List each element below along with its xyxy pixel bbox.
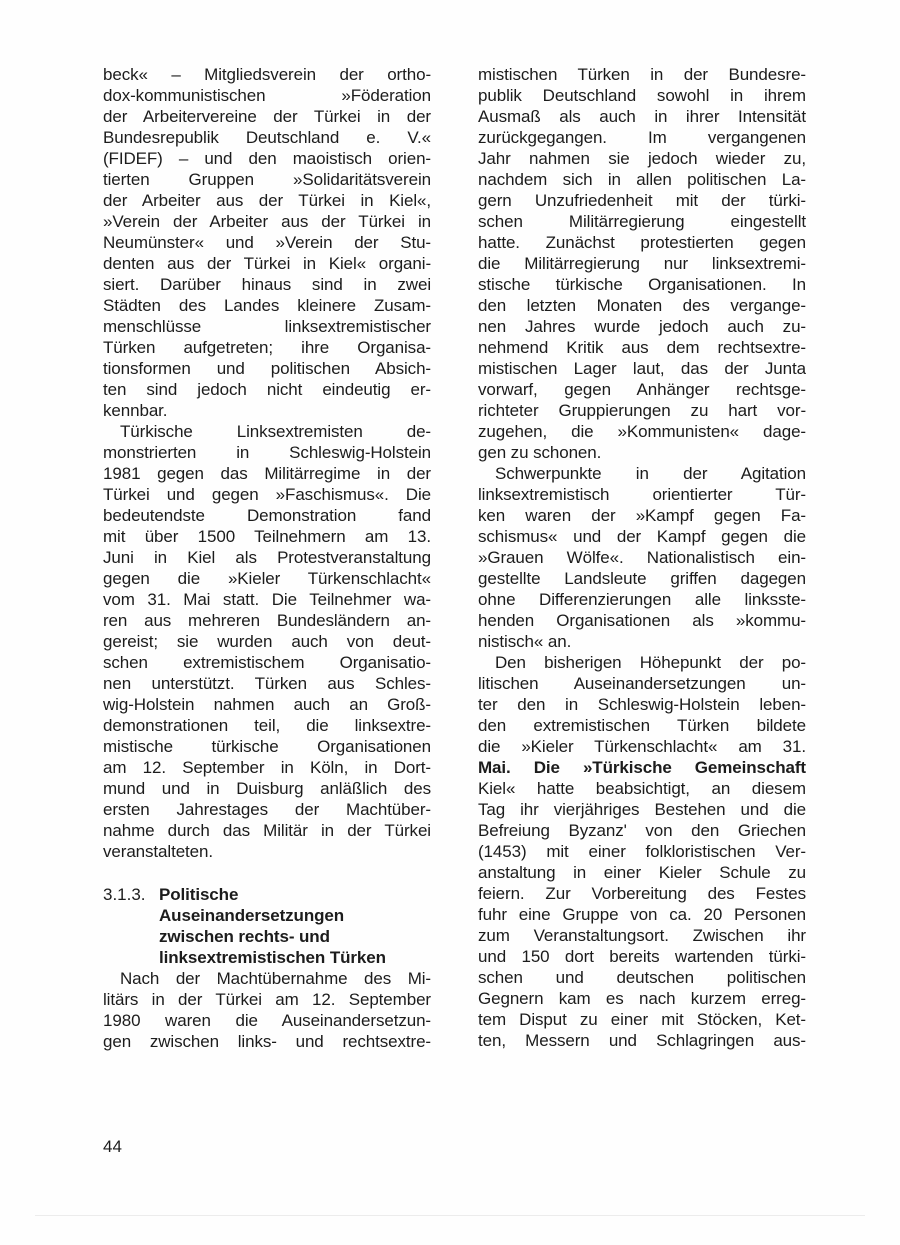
text-line: mistischen Türken in der Bundesre- bbox=[478, 65, 806, 84]
text-line: nistisch« an. bbox=[478, 632, 572, 651]
text-line: kennbar. bbox=[103, 401, 168, 420]
text-line: stische türkische Organisationen. In bbox=[478, 275, 806, 294]
text-line: tierten Gruppen »Solidaritätsverein bbox=[103, 170, 431, 189]
text-line: Gegnern kam es nach kurzem erreg- bbox=[478, 989, 806, 1008]
text-line: gereist; sie wurden auch von deut- bbox=[103, 632, 431, 651]
section-title bbox=[159, 884, 386, 968]
text-line: gern Unzufriedenheit mit der türki- bbox=[478, 191, 806, 210]
text-line: henden Organisationen als »kommu- bbox=[478, 611, 806, 630]
text-line: litärs in der Türkei am 12. September bbox=[103, 990, 431, 1009]
text-line: nehmend Kritik aus dem rechtsextre- bbox=[478, 338, 806, 357]
text-line: den letzten Monaten des vergange- bbox=[478, 296, 806, 315]
text-line: mistischen Lager laut, das der Junta bbox=[478, 359, 806, 378]
text-line: Schwerpunkte in der Agitation bbox=[495, 464, 806, 483]
text-line: linksextremistisch orientierter Tür- bbox=[478, 485, 806, 504]
text-line: litischen Auseinandersetzungen un- bbox=[478, 674, 806, 693]
text-line: und 150 dort bereits wartenden türki- bbox=[478, 947, 806, 966]
page-number: 44 bbox=[103, 1137, 122, 1156]
text-line: mistische türkische Organisationen bbox=[103, 737, 431, 756]
text-line: Nach der Machtübernahme des Mi- bbox=[120, 969, 431, 988]
text-line: schen Militärregierung eingestellt bbox=[478, 212, 806, 231]
text-line: tem Disput zu einer mit Stöcken, Ket- bbox=[478, 1010, 806, 1029]
right-column bbox=[478, 64, 806, 1051]
text-line: tionsformen und politischen Absich- bbox=[103, 359, 431, 378]
text-line: schismus« und der Kampf gegen die bbox=[478, 527, 806, 546]
text-line: vorwarf, gegen Anhänger rechtsge- bbox=[478, 380, 806, 399]
text-line: Jahr nahmen sie jedoch wieder zu, bbox=[478, 149, 806, 168]
text-line: dox-kommunistischen »Föderation bbox=[103, 86, 431, 105]
text-line: gen zu schonen. bbox=[478, 443, 602, 462]
paragraph-6 bbox=[478, 652, 806, 1051]
text-line: gegen die »Kieler Türkenschlacht« bbox=[103, 569, 431, 588]
text-line: die »Kieler Türkenschlacht« am 31. bbox=[478, 737, 806, 756]
text-line: richteter Gruppierungen zu hart vor- bbox=[478, 401, 806, 420]
text-line: Ausmaß als auch in ihrer Intensität bbox=[478, 107, 806, 126]
text-line: nahme durch das Militär in der Türkei bbox=[103, 821, 431, 840]
text-line: ten sind jedoch nicht eindeutig er- bbox=[103, 380, 431, 399]
text-line: veranstalteten. bbox=[103, 842, 214, 861]
text-line: Bundesrepublik Deutschland e. V.« bbox=[103, 128, 431, 147]
text-line: demonstrationen teil, die linksextre- bbox=[103, 716, 431, 735]
text-line bbox=[478, 757, 806, 778]
text-line: monstrierten in Schleswig-Holstein bbox=[103, 443, 431, 462]
section-heading bbox=[103, 884, 431, 968]
text-line: wig-Holstein nahmen auch an Groß- bbox=[103, 695, 431, 714]
text-line: zugehen, die »Kommunisten« dage- bbox=[478, 422, 806, 441]
text-line: Tag ihr vierjähriges Bestehen und die bbox=[478, 800, 806, 819]
text-line: Türken aufgetreten; ihre Organisa- bbox=[103, 338, 431, 357]
text-line: (FIDEF) – und den maoistisch orien- bbox=[103, 149, 431, 168]
text-line: den extremistischen Türken bildete bbox=[478, 716, 806, 735]
text-line: Städten des Landes kleinere Zusam- bbox=[103, 296, 431, 315]
text-line: gen zwischen links- und rechtsextre- bbox=[103, 1032, 431, 1051]
left-column bbox=[103, 64, 431, 1052]
text-line: bedeutendste Demonstration fand bbox=[103, 506, 431, 525]
text-line: publik Deutschland sowohl in ihrem bbox=[478, 86, 806, 105]
paragraph-2 bbox=[103, 421, 431, 862]
text-line: Befreiung Byzanz' von den Griechen bbox=[478, 821, 806, 840]
text-line: schen und deutschen politischen bbox=[478, 968, 806, 987]
text-line: der Arbeitervereine der Türkei in der bbox=[103, 107, 431, 126]
page-edge-line bbox=[35, 1215, 865, 1216]
text-line: »Verein der Arbeiter aus der Türkei in bbox=[103, 212, 431, 231]
text-line: 1980 waren die Auseinandersetzun- bbox=[103, 1011, 431, 1030]
text-line: (1453) mit einer folkloristischen Ver- bbox=[478, 842, 806, 861]
text-line: Kiel« hatte beabsichtigt, an diesem bbox=[478, 779, 806, 798]
text-line: nachdem sich in allen politischen La- bbox=[478, 170, 806, 189]
text-line: feiern. Zur Vorbereitung des Festes bbox=[478, 884, 806, 903]
text-line: mund und in Duisburg anläßlich des bbox=[103, 779, 431, 798]
text-line: gestellte Landsleute griffen dagegen bbox=[478, 569, 806, 588]
text-line: die Militärregierung nur linksextremi- bbox=[478, 254, 806, 273]
text-line: vom 31. Mai statt. Die Teilnehmer wa- bbox=[103, 590, 431, 609]
text-line: fuhr eine Gruppe von ca. 20 Personen bbox=[478, 905, 806, 924]
text-line: ren aus mehreren Bundesländern an- bbox=[103, 611, 431, 630]
text-line: ersten Jahrestages der Machtüber- bbox=[103, 800, 431, 819]
heading-line: Politische bbox=[159, 885, 239, 904]
text-line: »Grauen Wölfe«. Nationalistisch ein- bbox=[478, 548, 806, 567]
text-line: hatte. Zunächst protestierten gegen bbox=[478, 233, 806, 252]
text-line: der Arbeiter aus der Türkei in Kiel«, bbox=[103, 191, 431, 210]
heading-line: zwischen rechts- und bbox=[159, 927, 330, 946]
text-line: Juni in Kiel als Protestveranstaltung bbox=[103, 548, 431, 567]
text-line: schen extremistischem Organisatio- bbox=[103, 653, 431, 672]
text-line: 1981 gegen das Militärregime in der bbox=[103, 464, 431, 483]
heading-line: linksextremistischen Türken bbox=[159, 948, 386, 967]
text-line: beck« – Mitgliedsverein der ortho- bbox=[103, 65, 431, 84]
text-line: Türkische Linksextremisten de- bbox=[120, 422, 431, 441]
text-line: ten, Messern und Schlagringen aus- bbox=[478, 1031, 806, 1050]
text-line: ter den in Schleswig-Holstein leben- bbox=[478, 695, 806, 714]
text-line: ken waren der »Kampf gegen Fa- bbox=[478, 506, 806, 525]
paragraph-4 bbox=[478, 64, 806, 463]
heading-line: Auseinandersetzungen bbox=[159, 906, 345, 925]
text-line: mit über 1500 Teilnehmern am 13. bbox=[103, 527, 431, 546]
text-line: Den bisherigen Höhepunkt der po- bbox=[495, 653, 806, 672]
text-line: siert. Darüber hinaus sind in zwei bbox=[103, 275, 431, 294]
text-line: am 12. September in Köln, in Dort- bbox=[103, 758, 431, 777]
text-line: ohne Differenzierungen alle linksste- bbox=[478, 590, 806, 609]
bold-text: Mai. Die »Türkische Gemeinschaft bbox=[478, 758, 806, 777]
text-line: denten aus der Türkei in Kiel« organi- bbox=[103, 254, 431, 273]
text-line: zum Veranstaltungsort. Zwischen ihr bbox=[478, 926, 806, 945]
text-line: nen Jahres wurde jedoch auch zu- bbox=[478, 317, 806, 336]
text-line: anstaltung in einer Kieler Schule zu bbox=[478, 863, 806, 882]
text-line: nen unterstützt. Türken aus Schles- bbox=[103, 674, 431, 693]
paragraph-3 bbox=[103, 968, 431, 1052]
text-line: Neumünster« und »Verein der Stu- bbox=[103, 233, 431, 252]
section-number: 3.1.3. bbox=[103, 885, 146, 904]
paragraph-5 bbox=[478, 463, 806, 652]
text-line: zurückgegangen. Im vergangenen bbox=[478, 128, 806, 147]
paragraph-1 bbox=[103, 64, 431, 421]
text-line: menschlüsse linksextremistischer bbox=[103, 317, 431, 336]
text-line: Türkei und gegen »Faschismus«. Die bbox=[103, 485, 431, 504]
